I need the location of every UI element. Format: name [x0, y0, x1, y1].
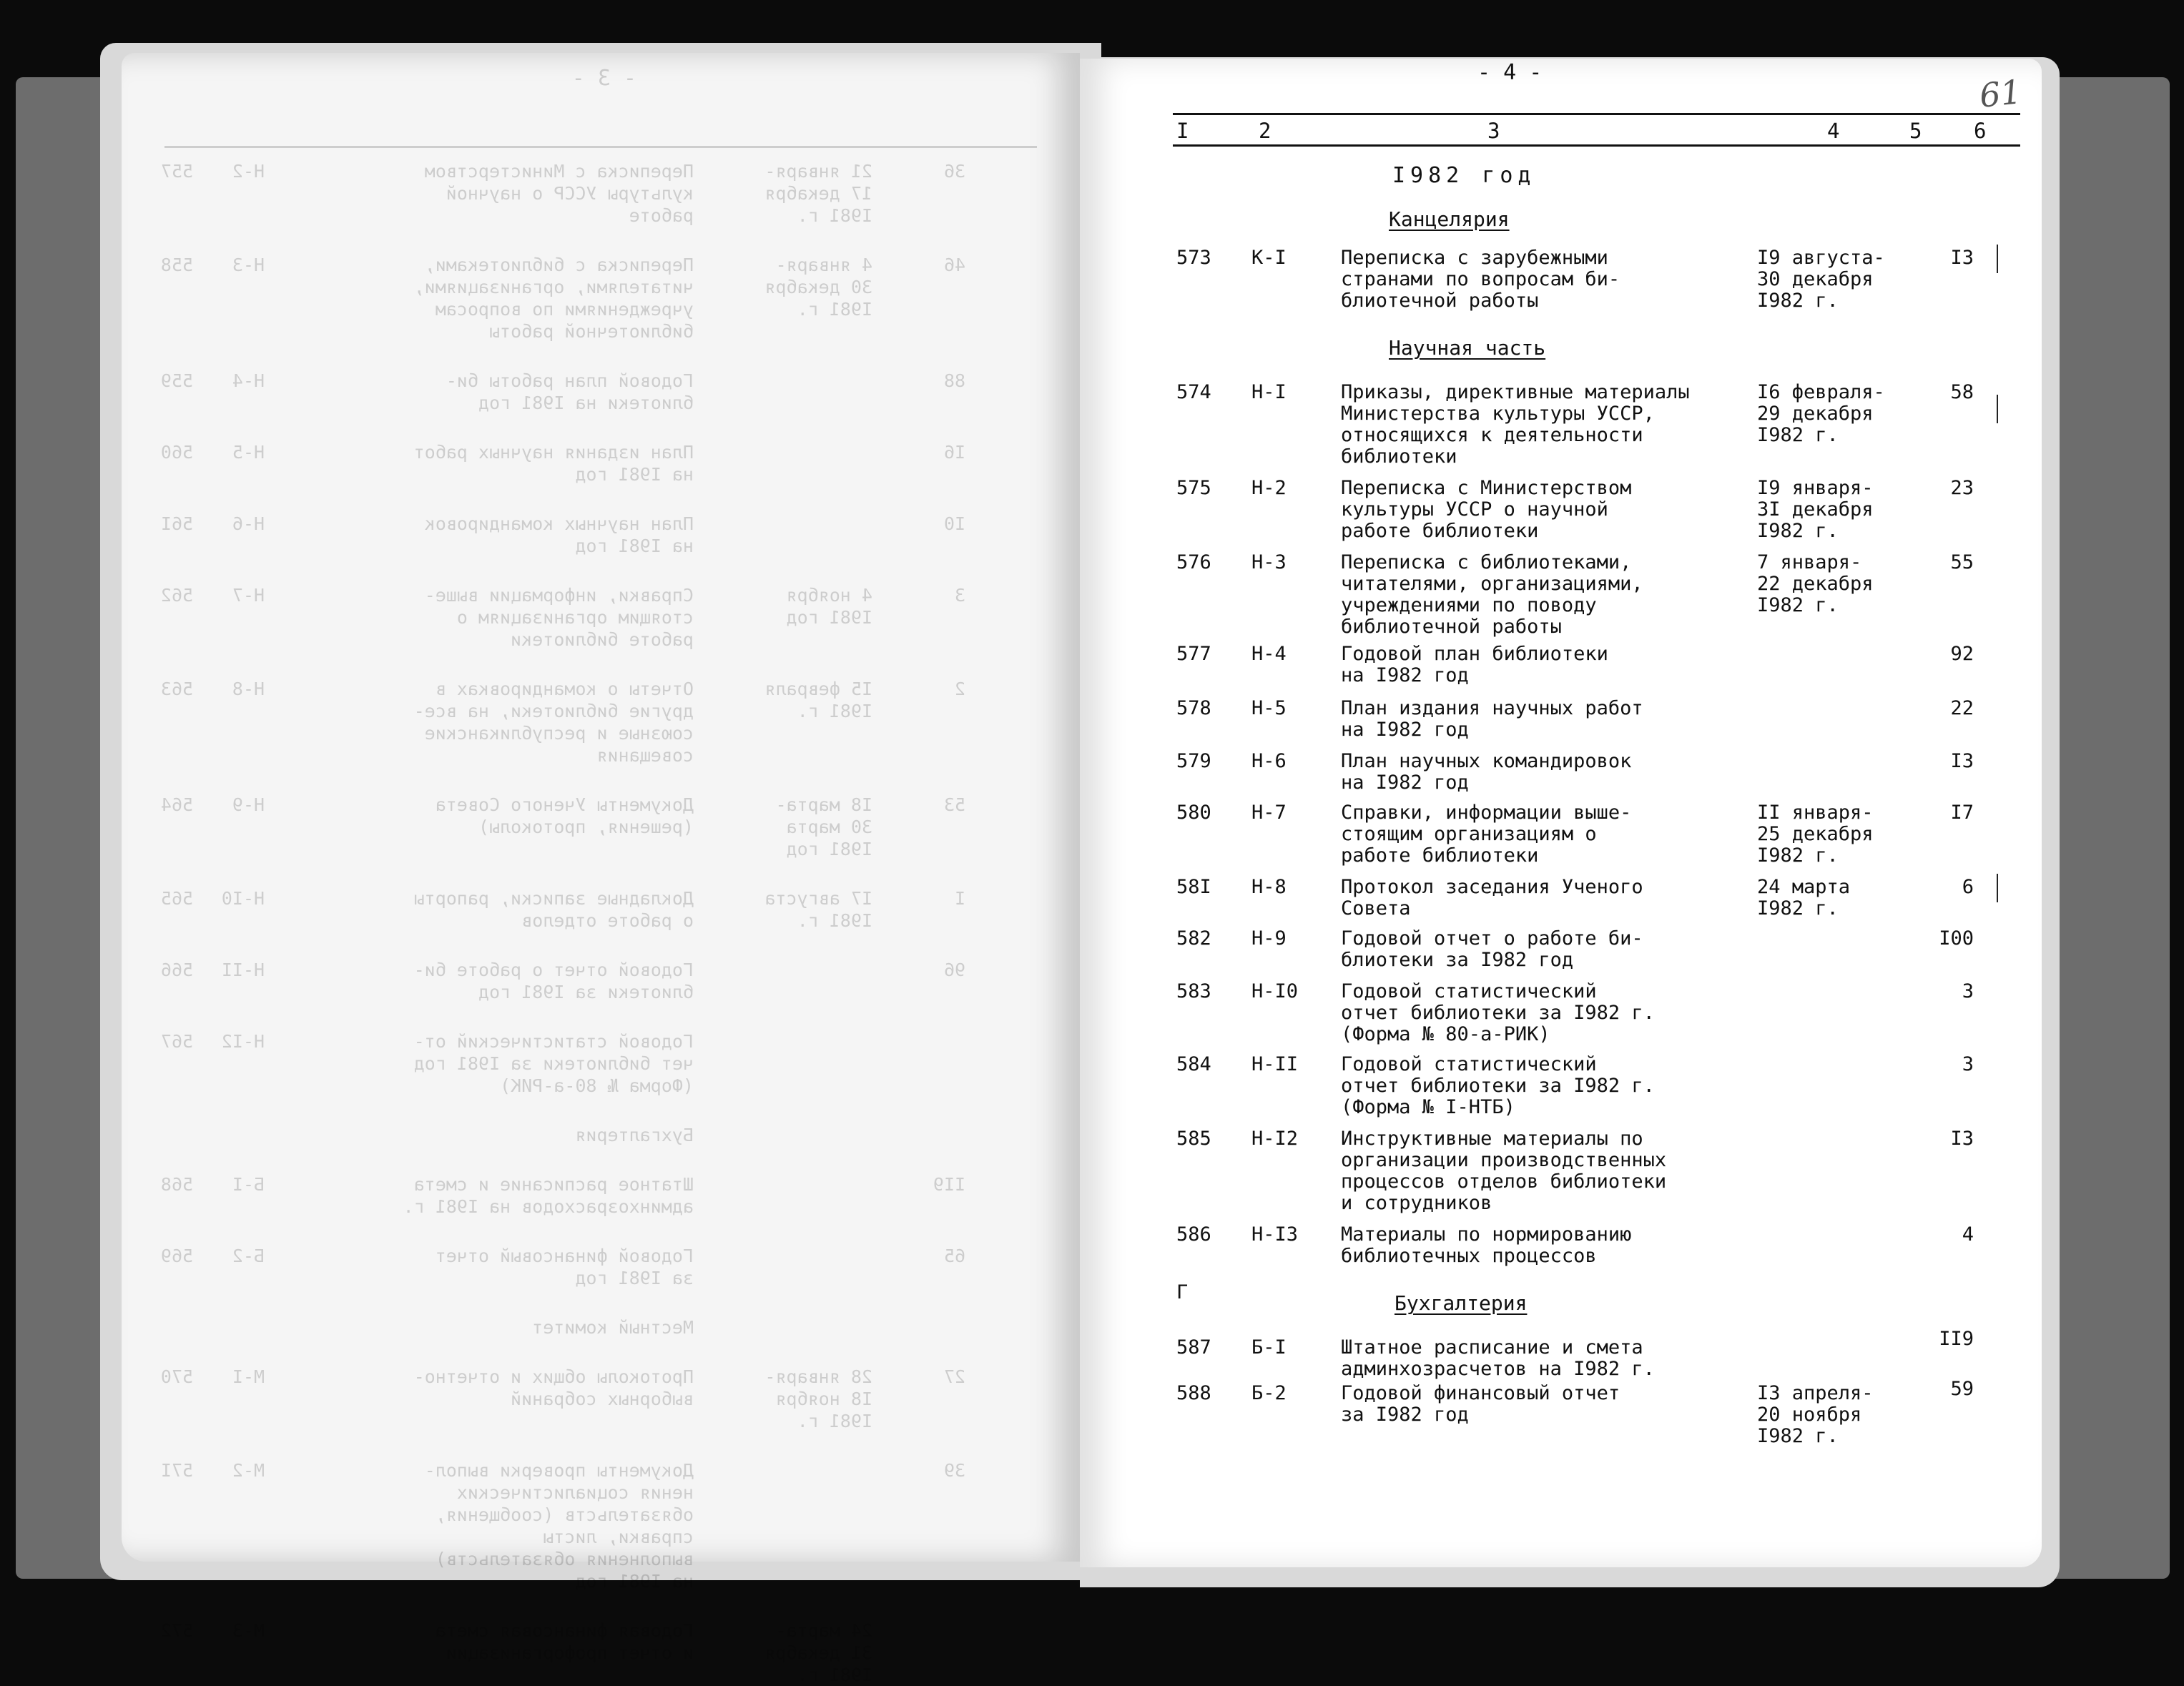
header-rule-bottom: [1173, 144, 2020, 147]
section-title-accounting: Бухгалтерия: [1394, 1291, 1528, 1315]
row-dates: II января- 25 декабря I982 г.: [1757, 802, 1874, 867]
row-index: К-I: [1251, 247, 1287, 269]
bleed-row-dates: I8 марта- 30 марта I981 год: [775, 794, 872, 859]
row-index: Н-2: [1251, 477, 1287, 499]
bleed-row-title: Бухгалтерия: [575, 1125, 694, 1145]
row-title: План научных командировок на I982 год: [1341, 750, 1632, 794]
row-index: Н-7: [1251, 802, 1287, 824]
bleed-row-number: 560: [160, 442, 193, 463]
bleed-row-index: Н-4: [232, 370, 265, 391]
bleed-row-title: Годовой план работы би- блиотеки на I981 год: [446, 370, 694, 413]
bleed-row-number: 56I: [160, 513, 193, 534]
row-number: 579: [1176, 750, 1211, 772]
bleed-row-index: Н-8: [232, 679, 265, 699]
bleed-row-index: Н-5: [232, 442, 265, 463]
bleed-row-count: II9: [933, 1174, 965, 1195]
bleed-row-count: 88: [943, 370, 965, 391]
bleed-row-count: I0: [943, 513, 965, 534]
column-number-4: 4: [1827, 119, 1840, 143]
row-count: 3: [1962, 980, 1974, 1002]
stray-mark: Г: [1176, 1281, 1189, 1303]
row-title: Протокол заседания Ученого Совета: [1341, 876, 1643, 920]
bleed-row-dates: 21 января- 17 декабря I981 г.: [764, 161, 872, 226]
bleed-row-count: 96: [943, 960, 965, 980]
bleed-row-count: 65: [943, 1246, 965, 1266]
bleed-row-title: Местный комитет: [532, 1317, 694, 1338]
left-page-bleedthrough: [122, 53, 1080, 1685]
bleed-row-number: 562: [160, 585, 193, 606]
row-number: 578: [1176, 697, 1211, 719]
row-number: 58I: [1176, 876, 1211, 898]
bleed-row-title: Годовая финансовая смета и отчет профорганизации: [435, 1620, 694, 1663]
row-count: I3: [1950, 247, 1974, 269]
bleed-row-index: Б-2: [232, 1246, 265, 1266]
left-page-number: - 3 -: [571, 66, 636, 91]
bleed-row-count: 36: [943, 161, 965, 182]
row-dates: I9 августа- 30 декабря I982 г.: [1757, 247, 1885, 312]
bleed-row-number: 570: [160, 1366, 193, 1387]
bleed-row-number: 572: [160, 1620, 193, 1641]
column-number-6: 6: [1974, 119, 1987, 143]
row-number: 580: [1176, 802, 1211, 824]
row-count: 58: [1950, 381, 1974, 403]
bleed-row-title: Годовой статистический от- чет библиотеки за I981 год (Форма № 80-а-РИК): [413, 1031, 694, 1096]
bleed-row-number: 567: [160, 1031, 193, 1052]
column-number-3: 3: [1487, 119, 1500, 143]
row-number: 576: [1176, 551, 1211, 573]
bleed-row-count: I: [954, 888, 965, 909]
bleed-row-number: 557: [160, 161, 193, 182]
bleed-row-dates: 24 марта- 31 декабря I981 г.: [764, 1620, 872, 1685]
left-page: [122, 53, 1080, 1685]
bleed-row-index: М-3: [232, 1620, 265, 1641]
bleed-row-number: 568: [160, 1174, 193, 1195]
row-count: 4: [1962, 1223, 1974, 1246]
row-index: Н-I2: [1251, 1128, 1299, 1150]
row-count: I00: [1939, 927, 1974, 950]
bleed-row-title: Документы Ученого Совета (решения, протоколы): [435, 794, 694, 837]
row-index: Н-II: [1251, 1053, 1299, 1075]
row-index: Н-9: [1251, 927, 1287, 950]
bleed-row-title: Штатное расписание и смета админхозрасходов на I981 г.: [403, 1174, 694, 1217]
margin-mark: [1997, 395, 1998, 423]
row-number: 588: [1176, 1382, 1211, 1404]
bleed-row-title: Переписка с Министерством культуры УССР о научной работе: [424, 161, 694, 226]
bleed-row-index: Н-7: [232, 585, 265, 606]
row-title: Переписка с Министерством культуры УССР о научной работе библиотеки: [1341, 477, 1632, 542]
bleed-row-index: Н-9: [232, 794, 265, 815]
row-dates: 24 марта I982 г.: [1757, 876, 1851, 920]
row-count: 23: [1950, 477, 1974, 499]
row-index: Н-3: [1251, 551, 1287, 573]
bleed-row-title: План издания научных работ на I981 год: [413, 442, 694, 485]
row-number: 584: [1176, 1053, 1211, 1075]
row-count: I3: [1950, 1128, 1974, 1150]
bleed-row-number: 569: [160, 1246, 193, 1266]
bleed-row-count: 2: [954, 679, 965, 699]
row-index: Б-2: [1251, 1382, 1287, 1404]
bleed-row-count: 46: [943, 255, 965, 275]
row-title: Штатное расписание и смета админхозрасчетов на I982 г.: [1341, 1336, 1655, 1380]
bleed-row-count: 3: [954, 585, 965, 606]
bleed-row-title: Справки, информации выше- стоящим организациям о работе библиотеки: [424, 585, 694, 650]
row-count: 59: [1950, 1378, 1974, 1400]
bleed-row-number: 564: [160, 794, 193, 815]
bleed-row-index: Н-2: [232, 161, 265, 182]
row-dates: I3 апреля- 20 ноября I982 г.: [1757, 1382, 1874, 1447]
row-count: II9: [1939, 1328, 1974, 1350]
column-number-2: 2: [1259, 119, 1271, 143]
row-index: Н-4: [1251, 643, 1287, 665]
bleed-row-index: Н-I2: [221, 1031, 265, 1052]
row-number: 583: [1176, 980, 1211, 1002]
row-count: I3: [1950, 750, 1974, 772]
bleed-row-count: 27: [943, 1366, 965, 1387]
row-title: Годовой отчет о работе би- блиотеки за I982 год: [1341, 927, 1643, 971]
header-rule-top: [1173, 113, 2020, 115]
bleed-row-number: 566: [160, 960, 193, 980]
bleed-row-index: Б-I: [232, 1174, 265, 1195]
bleed-row-title: Переписка с библиотеками, читателями, организациями, учреждениями по вопросам библиотечной работы: [413, 255, 694, 342]
bleed-row-index: Н-3: [232, 255, 265, 275]
row-dates: 7 января- 22 декабря I982 г.: [1757, 551, 1874, 616]
row-title: Инструктивные материалы по организации производственных процессов отделов библиотеки и сотрудников: [1341, 1128, 1667, 1214]
row-count: I7: [1950, 802, 1974, 824]
bleed-row-dates: 4 января- 30 декабря I981 г.: [764, 255, 872, 320]
row-number: 587: [1176, 1336, 1211, 1359]
row-index: Н-I0: [1251, 980, 1299, 1002]
row-number: 573: [1176, 247, 1211, 269]
bleed-row-index: Н-I0: [221, 888, 265, 909]
bleed-row-number: 565: [160, 888, 193, 909]
bleed-row-number: 558: [160, 255, 193, 275]
bleed-row-count: I6: [943, 442, 965, 463]
row-index: Н-I3: [1251, 1223, 1299, 1246]
row-title: Годовой финансовый отчет за I982 год: [1341, 1382, 1620, 1426]
bleed-row-dates: 4 ноября I981 год: [786, 585, 872, 628]
row-number: 586: [1176, 1223, 1211, 1246]
margin-mark: [1997, 245, 1998, 273]
bleed-row-count: 39: [943, 1460, 965, 1481]
row-number: 575: [1176, 477, 1211, 499]
bleed-row-title: Годовой отчет о работе би- блиотеки за I981 год: [413, 960, 694, 1002]
row-title: Приказы, директивные материалы Министерства культуры УССР, относящихся к деятельности библиотеки: [1341, 381, 1690, 468]
row-count: 22: [1950, 697, 1974, 719]
row-title: Переписка с библиотеками, читателями, организациями, учреждениями по поводу библиотечной работы: [1341, 551, 1643, 638]
row-title: Годовой статистический отчет библиотеки за I982 г. (Форма № I-НТБ): [1341, 1053, 1655, 1118]
row-number: 585: [1176, 1128, 1211, 1150]
bleed-row-title: Докладные записки, рапорты о работе отделов: [413, 888, 694, 931]
row-title: Годовой план библиотеки на I982 год: [1341, 643, 1608, 686]
row-count: 92: [1950, 643, 1974, 665]
row-title: Годовой статистический отчет библиотеки за I982 г. (Форма № 80-а-РИК): [1341, 980, 1655, 1045]
folio-mark: 61: [1977, 72, 2024, 115]
section-title-science: Научная часть: [1389, 336, 1546, 360]
bleed-row-title: Отчеты о командировках в другие библиотеки, на все- союзные и республиканские совещания: [413, 679, 694, 766]
row-index: Н-6: [1251, 750, 1287, 772]
bleed-row-dates: 28 января- I8 ноября I981 г.: [764, 1366, 872, 1431]
row-index: Н-8: [1251, 876, 1287, 898]
bleed-row-dates: I7 августа I981 г.: [764, 888, 872, 931]
row-index: Б-I: [1251, 1336, 1287, 1359]
row-dates: I6 февраля- 29 декабря I982 г.: [1757, 381, 1885, 446]
row-count: 3: [1962, 1053, 1974, 1075]
row-title: Справки, информации выше- стоящим организациям о работе библиотеки: [1341, 802, 1632, 867]
page-number: - 4 -: [1477, 60, 1543, 85]
bleed-row-number: 559: [160, 370, 193, 391]
bleed-row-title: Протоколы общих и отчетно- выборных собраний: [413, 1366, 694, 1409]
bleed-row-index: Н-II: [221, 960, 265, 980]
bleed-row-number: 563: [160, 679, 193, 699]
bleed-row-title: Документы проверки выпол- нения социалистических обязательств (сообщения, справки, листы выполнения обязательств) на I981 год: [424, 1460, 694, 1592]
column-number-1: I: [1176, 119, 1189, 143]
year-heading: I982 год: [1392, 163, 1536, 188]
row-title: План издания научных работ на I982 год: [1341, 697, 1643, 741]
bleed-row-title: Годовой финансовый отчет за I981 год: [435, 1246, 694, 1288]
bleed-row-index: Н-6: [232, 513, 265, 534]
row-index: Н-5: [1251, 697, 1287, 719]
left-header-rule: [164, 117, 1037, 148]
bleed-row-index: М-I: [232, 1366, 265, 1387]
bleed-row-index: М-2: [232, 1460, 265, 1481]
row-title: Переписка с зарубежными странами по вопросам би- блиотечной работы: [1341, 247, 1620, 312]
row-title: Материалы по нормированию библиотечных процессов: [1341, 1223, 1632, 1267]
bleed-row-number: 57I: [160, 1460, 193, 1481]
section-title-chancellery: Канцелярия: [1389, 207, 1510, 231]
row-dates: I9 января- 3I декабря I982 г.: [1757, 477, 1874, 542]
bleed-row-title: План научных командировок на I981 год: [424, 513, 694, 556]
row-number: 582: [1176, 927, 1211, 950]
row-count: 55: [1950, 551, 1974, 573]
margin-mark: [1997, 874, 1998, 902]
bleed-row-dates: I5 февраля I981 г.: [764, 679, 872, 721]
bleed-row-count: 53: [943, 794, 965, 815]
row-number: 574: [1176, 381, 1211, 403]
row-number: 577: [1176, 643, 1211, 665]
row-index: Н-I: [1251, 381, 1287, 403]
row-count: 6: [1962, 876, 1974, 898]
right-page: [1080, 59, 2042, 1567]
column-number-5: 5: [1909, 119, 1922, 143]
